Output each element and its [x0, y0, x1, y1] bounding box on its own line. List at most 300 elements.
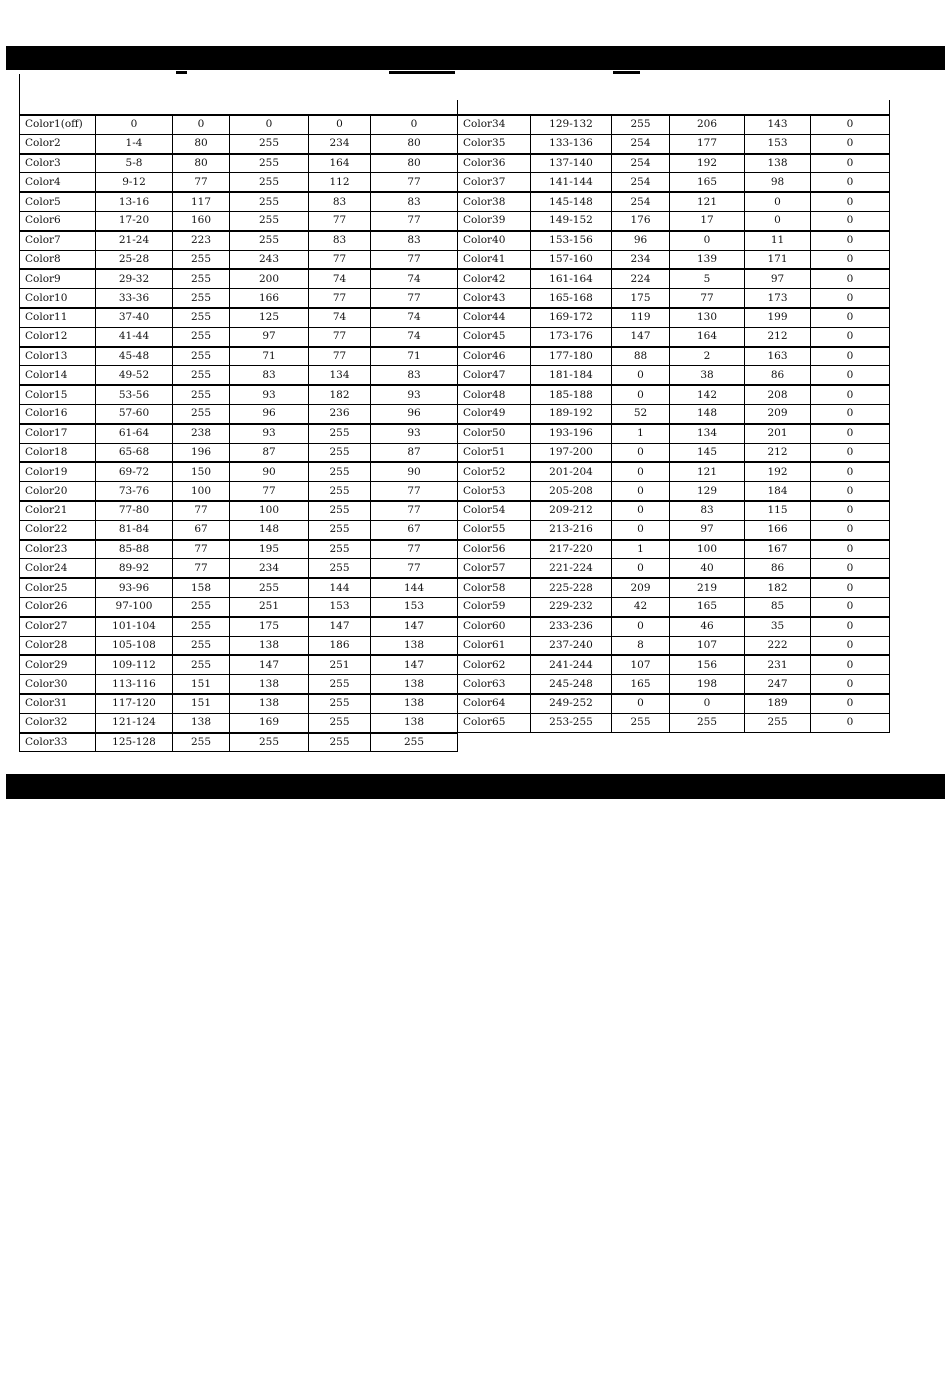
- value-cell: 153-156: [531, 231, 612, 250]
- table-row: [20, 597, 458, 616]
- table-row: [20, 694, 458, 713]
- value-cell: 192: [745, 462, 811, 481]
- color-name-cell: Color54: [458, 501, 531, 520]
- color-name-cell: Color49: [458, 404, 531, 423]
- table-row: [20, 366, 458, 385]
- value-cell: 255: [173, 385, 230, 404]
- value-cell: 205-208: [531, 482, 612, 501]
- value-cell: 88: [612, 347, 670, 366]
- value-cell: 0: [811, 597, 890, 616]
- value-cell: 125: [230, 308, 309, 327]
- value-cell: 0: [811, 231, 890, 250]
- value-cell: 255: [230, 733, 309, 752]
- value-cell: 0: [811, 540, 890, 559]
- color-name-cell: Color31: [20, 694, 96, 713]
- value-cell: 0: [612, 462, 670, 481]
- table-row: [20, 192, 458, 211]
- value-cell: 87: [230, 443, 309, 462]
- color-table-right: [457, 115, 890, 733]
- value-cell: 11: [745, 231, 811, 250]
- color-name-cell: Color63: [458, 675, 531, 694]
- value-cell: 212: [745, 327, 811, 346]
- table-row: [20, 578, 458, 597]
- value-cell: 165: [670, 173, 745, 192]
- value-cell: 80: [371, 154, 458, 173]
- value-cell: 221-224: [531, 559, 612, 578]
- value-cell: 117-120: [96, 694, 173, 713]
- color-name-cell: Color65: [458, 713, 531, 732]
- color-name-cell: Color37: [458, 173, 531, 192]
- value-cell: 0: [811, 347, 890, 366]
- value-cell: 229-232: [531, 597, 612, 616]
- value-cell: 77: [371, 482, 458, 501]
- value-cell: 224: [612, 269, 670, 288]
- value-cell: 206: [670, 116, 745, 135]
- value-cell: 90: [230, 462, 309, 481]
- color-name-cell: Color57: [458, 559, 531, 578]
- value-cell: 145: [670, 443, 745, 462]
- value-cell: 255: [230, 134, 309, 153]
- value-cell: 186: [309, 636, 371, 655]
- value-cell: 0: [811, 173, 890, 192]
- value-cell: 0: [811, 482, 890, 501]
- color-name-cell: Color3: [20, 154, 96, 173]
- value-cell: 255: [173, 636, 230, 655]
- value-cell: 80: [371, 134, 458, 153]
- color-name-cell: Color16: [20, 404, 96, 423]
- value-cell: 0: [745, 211, 811, 230]
- value-cell: 167: [745, 540, 811, 559]
- value-cell: 243: [230, 250, 309, 269]
- color-name-cell: Color11: [20, 308, 96, 327]
- value-cell: 138: [371, 694, 458, 713]
- value-cell: 255: [173, 289, 230, 308]
- value-cell: 100: [230, 501, 309, 520]
- table-row: [458, 636, 890, 655]
- color-name-cell: Color18: [20, 443, 96, 462]
- color-name-cell: Color42: [458, 269, 531, 288]
- table-row: [20, 327, 458, 346]
- value-cell: 245-248: [531, 675, 612, 694]
- value-cell: 201-204: [531, 462, 612, 481]
- value-cell: 197-200: [531, 443, 612, 462]
- value-cell: 73-76: [96, 482, 173, 501]
- value-cell: 0: [811, 675, 890, 694]
- value-cell: 97: [230, 327, 309, 346]
- value-cell: 165-168: [531, 289, 612, 308]
- value-cell: 53-56: [96, 385, 173, 404]
- table-row: [458, 462, 890, 481]
- color-name-cell: Color32: [20, 713, 96, 732]
- value-cell: 74: [371, 308, 458, 327]
- value-cell: 65-68: [96, 443, 173, 462]
- value-cell: 41-44: [96, 327, 173, 346]
- color-name-cell: Color53: [458, 482, 531, 501]
- value-cell: 0: [811, 501, 890, 520]
- value-cell: 254: [612, 173, 670, 192]
- value-cell: 249-252: [531, 694, 612, 713]
- color-table-left: [19, 115, 458, 752]
- value-cell: 176: [612, 211, 670, 230]
- value-cell: 233-236: [531, 617, 612, 636]
- color-name-cell: Color20: [20, 482, 96, 501]
- value-cell: 208: [745, 385, 811, 404]
- table-row: [20, 540, 458, 559]
- value-cell: 138: [173, 713, 230, 732]
- value-cell: 166: [230, 289, 309, 308]
- table-header-right: [457, 100, 890, 115]
- value-cell: 0: [612, 617, 670, 636]
- value-cell: 129: [670, 482, 745, 501]
- table-row: [458, 501, 890, 520]
- value-cell: 192: [670, 154, 745, 173]
- value-cell: 5: [670, 269, 745, 288]
- color-name-cell: Color41: [458, 250, 531, 269]
- value-cell: 83: [309, 231, 371, 250]
- color-name-cell: Color39: [458, 211, 531, 230]
- value-cell: 134: [309, 366, 371, 385]
- table-row: [20, 173, 458, 192]
- value-cell: 101-104: [96, 617, 173, 636]
- value-cell: 77: [309, 327, 371, 346]
- value-cell: 97: [670, 520, 745, 539]
- color-name-cell: Color34: [458, 116, 531, 135]
- value-cell: 77: [173, 501, 230, 520]
- table-row: [458, 694, 890, 713]
- value-cell: 255: [309, 501, 371, 520]
- value-cell: 49-52: [96, 366, 173, 385]
- value-cell: 77: [371, 289, 458, 308]
- value-cell: 254: [612, 154, 670, 173]
- table-row: [458, 289, 890, 308]
- color-name-cell: Color43: [458, 289, 531, 308]
- value-cell: 109-112: [96, 655, 173, 674]
- value-cell: 0: [612, 482, 670, 501]
- value-cell: 83: [371, 366, 458, 385]
- value-cell: 161-164: [531, 269, 612, 288]
- value-cell: 0: [670, 694, 745, 713]
- value-cell: 97: [745, 269, 811, 288]
- color-name-cell: Color58: [458, 578, 531, 597]
- value-cell: 255: [309, 713, 371, 732]
- value-cell: 171: [745, 250, 811, 269]
- color-name-cell: Color22: [20, 520, 96, 539]
- table-row: [20, 636, 458, 655]
- table-row: [458, 655, 890, 674]
- table-row: [458, 385, 890, 404]
- value-cell: 139: [670, 250, 745, 269]
- value-cell: 2: [670, 347, 745, 366]
- value-cell: 77: [230, 482, 309, 501]
- value-cell: 0: [811, 578, 890, 597]
- value-cell: 74: [371, 327, 458, 346]
- value-cell: 143: [745, 116, 811, 135]
- value-cell: 138: [230, 675, 309, 694]
- value-cell: 213-216: [531, 520, 612, 539]
- value-cell: 254: [612, 134, 670, 153]
- table-row: [458, 366, 890, 385]
- value-cell: 57-60: [96, 404, 173, 423]
- value-cell: 253-255: [531, 713, 612, 732]
- value-cell: 157-160: [531, 250, 612, 269]
- value-cell: 138: [371, 713, 458, 732]
- color-name-cell: Color2: [20, 134, 96, 153]
- value-cell: 40: [670, 559, 745, 578]
- value-cell: 13-16: [96, 192, 173, 211]
- color-name-cell: Color59: [458, 597, 531, 616]
- color-name-cell: Color26: [20, 597, 96, 616]
- value-cell: 0: [811, 116, 890, 135]
- value-cell: 160: [173, 211, 230, 230]
- value-cell: 137-140: [531, 154, 612, 173]
- table-row: [20, 231, 458, 250]
- color-name-cell: Color21: [20, 501, 96, 520]
- value-cell: 5-8: [96, 154, 173, 173]
- table-row: [20, 154, 458, 173]
- value-cell: 77: [173, 540, 230, 559]
- table-row: [20, 501, 458, 520]
- value-cell: 86: [745, 366, 811, 385]
- value-cell: 93: [230, 424, 309, 443]
- value-cell: 85-88: [96, 540, 173, 559]
- value-cell: 255: [173, 617, 230, 636]
- value-cell: 163: [745, 347, 811, 366]
- value-cell: 138: [371, 675, 458, 694]
- value-cell: 147: [371, 617, 458, 636]
- value-cell: 212: [745, 443, 811, 462]
- value-cell: 0: [811, 289, 890, 308]
- value-cell: 74: [309, 269, 371, 288]
- value-cell: 87: [371, 443, 458, 462]
- table-row: [20, 269, 458, 288]
- table-row: [20, 482, 458, 501]
- value-cell: 77: [173, 559, 230, 578]
- color-name-cell: Color46: [458, 347, 531, 366]
- value-cell: 166: [745, 520, 811, 539]
- value-cell: 0: [371, 116, 458, 135]
- table-row: [20, 289, 458, 308]
- value-cell: 74: [371, 269, 458, 288]
- color-name-cell: Color51: [458, 443, 531, 462]
- value-cell: 247: [745, 675, 811, 694]
- value-cell: 255: [309, 733, 371, 752]
- table-row: [458, 250, 890, 269]
- value-cell: 83: [230, 366, 309, 385]
- value-cell: 0: [811, 713, 890, 732]
- value-cell: 153: [371, 597, 458, 616]
- color-name-cell: Color7: [20, 231, 96, 250]
- value-cell: 0: [811, 327, 890, 346]
- value-cell: 1: [612, 424, 670, 443]
- color-name-cell: Color13: [20, 347, 96, 366]
- value-cell: 77: [371, 250, 458, 269]
- value-cell: 255: [309, 443, 371, 462]
- table-row: [20, 347, 458, 366]
- value-cell: 145-148: [531, 192, 612, 211]
- color-name-cell: Color50: [458, 424, 531, 443]
- color-name-cell: Color55: [458, 520, 531, 539]
- value-cell: 255: [230, 192, 309, 211]
- value-cell: 217-220: [531, 540, 612, 559]
- value-cell: 255: [230, 231, 309, 250]
- value-cell: 42: [612, 597, 670, 616]
- value-cell: 255: [670, 713, 745, 732]
- value-cell: 255: [173, 404, 230, 423]
- table-row: [458, 597, 890, 616]
- value-cell: 184: [745, 482, 811, 501]
- value-cell: 251: [230, 597, 309, 616]
- header-bar: [6, 46, 945, 70]
- color-name-cell: Color27: [20, 617, 96, 636]
- value-cell: 0: [612, 501, 670, 520]
- color-name-cell: Color36: [458, 154, 531, 173]
- table-row: [458, 347, 890, 366]
- value-cell: 169-172: [531, 308, 612, 327]
- value-cell: 77: [309, 347, 371, 366]
- value-cell: 223: [173, 231, 230, 250]
- value-cell: 0: [811, 559, 890, 578]
- value-cell: 107: [612, 655, 670, 674]
- value-cell: 121: [670, 192, 745, 211]
- value-cell: 195: [230, 540, 309, 559]
- value-cell: 196: [173, 443, 230, 462]
- value-cell: 8: [612, 636, 670, 655]
- table-row: [458, 424, 890, 443]
- value-cell: 98: [745, 173, 811, 192]
- value-cell: 164: [309, 154, 371, 173]
- color-name-cell: Color9: [20, 269, 96, 288]
- color-name-cell: Color25: [20, 578, 96, 597]
- value-cell: 77-80: [96, 501, 173, 520]
- value-cell: 255: [173, 366, 230, 385]
- table-row: [458, 675, 890, 694]
- value-cell: 173-176: [531, 327, 612, 346]
- value-cell: 107: [670, 636, 745, 655]
- value-cell: 173: [745, 289, 811, 308]
- table-row: [458, 173, 890, 192]
- value-cell: 77: [371, 211, 458, 230]
- value-cell: 112: [309, 173, 371, 192]
- value-cell: 241-244: [531, 655, 612, 674]
- value-cell: 147: [612, 327, 670, 346]
- color-name-cell: Color14: [20, 366, 96, 385]
- table-row: [458, 134, 890, 153]
- value-cell: 83: [371, 231, 458, 250]
- value-cell: 147: [371, 655, 458, 674]
- value-cell: 255: [371, 733, 458, 752]
- value-cell: 144: [371, 578, 458, 597]
- value-cell: 147: [309, 617, 371, 636]
- color-name-cell: Color52: [458, 462, 531, 481]
- value-cell: 0: [811, 424, 890, 443]
- value-cell: 129-132: [531, 116, 612, 135]
- value-cell: 125-128: [96, 733, 173, 752]
- value-cell: 164: [670, 327, 745, 346]
- color-name-cell: Color30: [20, 675, 96, 694]
- value-cell: 83: [670, 501, 745, 520]
- color-name-cell: Color35: [458, 134, 531, 153]
- value-cell: 71: [230, 347, 309, 366]
- value-cell: 255: [173, 597, 230, 616]
- color-name-cell: Color48: [458, 385, 531, 404]
- value-cell: 138: [745, 154, 811, 173]
- table-row: [458, 192, 890, 211]
- value-cell: 77: [371, 540, 458, 559]
- value-cell: 45-48: [96, 347, 173, 366]
- value-cell: 89-92: [96, 559, 173, 578]
- color-name-cell: Color33: [20, 733, 96, 752]
- value-cell: 77: [309, 289, 371, 308]
- value-cell: 255: [173, 327, 230, 346]
- value-cell: 0: [811, 192, 890, 211]
- value-cell: 121-124: [96, 713, 173, 732]
- color-name-cell: Color38: [458, 192, 531, 211]
- value-cell: 69-72: [96, 462, 173, 481]
- color-name-cell: Color62: [458, 655, 531, 674]
- color-name-cell: Color12: [20, 327, 96, 346]
- value-cell: 77: [371, 501, 458, 520]
- value-cell: 105-108: [96, 636, 173, 655]
- table-row: [20, 424, 458, 443]
- color-name-cell: Color4: [20, 173, 96, 192]
- value-cell: 255: [173, 347, 230, 366]
- value-cell: 138: [371, 636, 458, 655]
- value-cell: 0: [230, 116, 309, 135]
- value-cell: 0: [811, 443, 890, 462]
- value-cell: 147: [230, 655, 309, 674]
- value-cell: 255: [173, 733, 230, 752]
- table-row: [458, 443, 890, 462]
- value-cell: 255: [230, 154, 309, 173]
- value-cell: 254: [612, 192, 670, 211]
- value-cell: 93: [371, 385, 458, 404]
- value-cell: 46: [670, 617, 745, 636]
- value-cell: 0: [96, 116, 173, 135]
- value-cell: 177-180: [531, 347, 612, 366]
- value-cell: 255: [173, 269, 230, 288]
- value-cell: 255: [309, 694, 371, 713]
- value-cell: 0: [612, 520, 670, 539]
- value-cell: 255: [309, 462, 371, 481]
- table-row: [458, 482, 890, 501]
- table-row: [20, 559, 458, 578]
- color-name-cell: Color10: [20, 289, 96, 308]
- table-header-left: [19, 74, 457, 115]
- value-cell: 148: [670, 404, 745, 423]
- value-cell: 182: [309, 385, 371, 404]
- value-cell: 85: [745, 597, 811, 616]
- value-cell: 209: [612, 578, 670, 597]
- table-row: [20, 134, 458, 153]
- color-name-cell: Color8: [20, 250, 96, 269]
- value-cell: 71: [371, 347, 458, 366]
- value-cell: 130: [670, 308, 745, 327]
- value-cell: 0: [811, 462, 890, 481]
- value-cell: 1-4: [96, 134, 173, 153]
- value-cell: 142: [670, 385, 745, 404]
- table-row: [458, 327, 890, 346]
- value-cell: 255: [309, 559, 371, 578]
- value-cell: 83: [309, 192, 371, 211]
- value-cell: 77: [309, 250, 371, 269]
- value-cell: 177: [670, 134, 745, 153]
- color-name-cell: Color45: [458, 327, 531, 346]
- value-cell: 100: [670, 540, 745, 559]
- value-cell: 33-36: [96, 289, 173, 308]
- value-cell: 0: [670, 231, 745, 250]
- value-cell: 181-184: [531, 366, 612, 385]
- value-cell: 29-32: [96, 269, 173, 288]
